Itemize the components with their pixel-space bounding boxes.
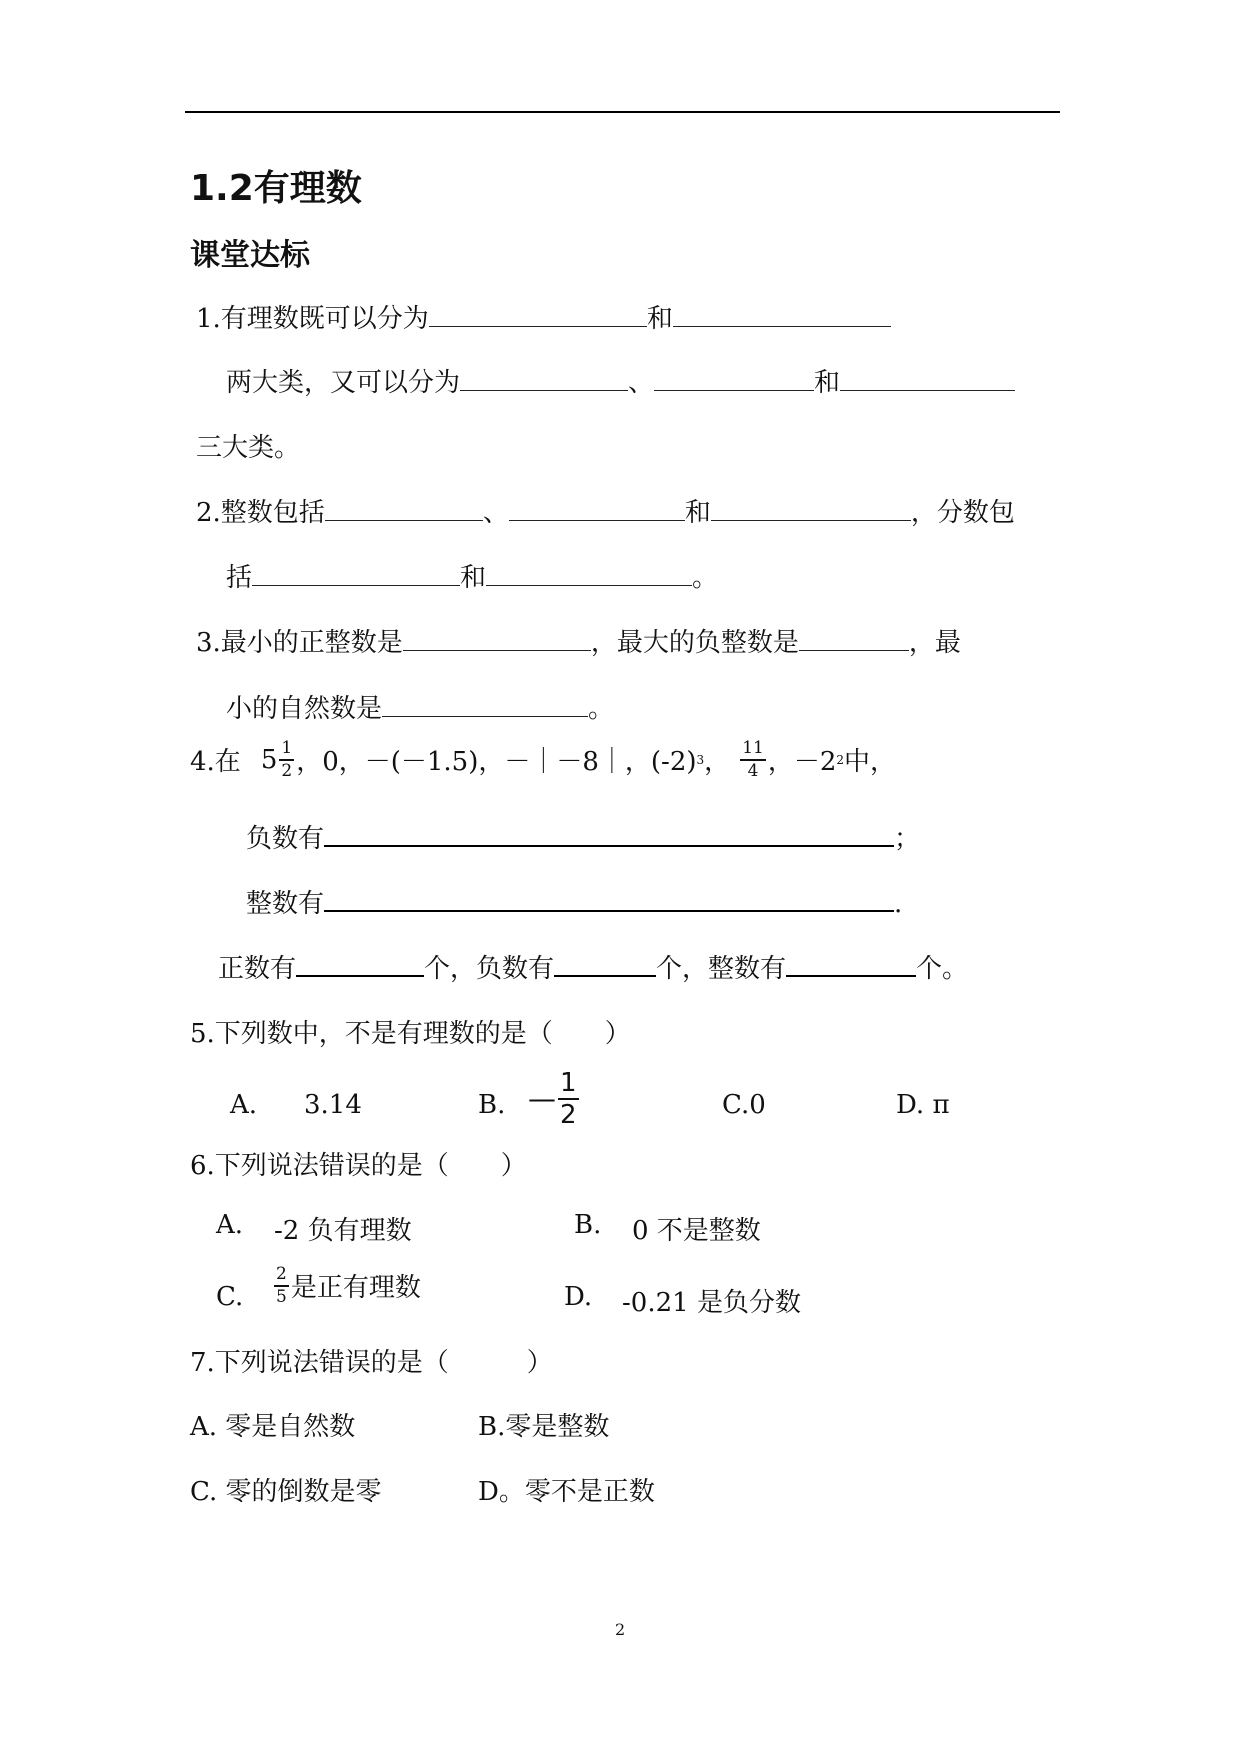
q6-option-c-body: [272, 1266, 421, 1306]
q2-end: 。: [692, 563, 719, 593]
q4-count-line: [218, 948, 968, 985]
q2-and: 和: [684, 498, 711, 528]
q2-text: 2.整数包括: [196, 498, 325, 528]
q4-fraction: [740, 740, 766, 780]
q3-line1: [196, 622, 961, 659]
q4-count-unit2: 个，整数有: [656, 954, 787, 984]
header-rule: [185, 111, 1060, 113]
q1-and: 和: [646, 304, 673, 334]
q5-b-sign: —: [528, 1082, 556, 1116]
q2-blank-3[interactable]: [711, 496, 911, 521]
q6-option-a-text: -2 负有理数: [274, 1216, 412, 1246]
q4-neg-label: 负数有: [246, 824, 325, 854]
q6-option-a-label[interactable]: A.: [216, 1210, 244, 1240]
q4-neg-end: ；: [894, 824, 921, 854]
q4-int-blank[interactable]: [324, 886, 894, 912]
q3-mid: ，最大的负整数是: [590, 628, 799, 658]
q6-c-num: 2: [276, 1264, 287, 1284]
q1-text: 1.有理数既可以分为: [196, 304, 429, 334]
q1-line3: 三大类。: [196, 433, 301, 463]
q2-line2: [226, 557, 718, 594]
q5-b-fraction: [558, 1070, 579, 1128]
q4-int-label: 整数有: [246, 889, 325, 919]
q5-b-den: 2: [560, 1099, 577, 1130]
q3-text: 3.最小的正整数是: [196, 628, 403, 658]
q4-count-end: 个。: [916, 954, 969, 984]
q1-blank-3[interactable]: [460, 366, 628, 391]
q1-text-2: 两大类，又可以分为: [226, 368, 461, 398]
q4-count-unit1: 个，负数有: [424, 954, 555, 984]
q4-suffix: 中，: [844, 747, 897, 778]
q6-c-text: 是正有理数: [290, 1273, 421, 1304]
q1-blank-5[interactable]: [840, 366, 1015, 391]
q4-line1: [190, 740, 896, 780]
q4-cube: 3: [696, 752, 705, 767]
q1-and-2: 和: [814, 368, 841, 398]
q6-c-fraction: [274, 1266, 289, 1306]
q2-and-2: 和: [460, 563, 487, 593]
q4-prefix: 4.在: [190, 747, 241, 778]
q4-neg-blank[interactable]: [324, 821, 894, 847]
q4-count-blank-1[interactable]: [296, 951, 424, 977]
q1-sep: 、: [628, 368, 655, 398]
q4-int-end: .: [894, 889, 903, 919]
q4-seq2: ，－2: [767, 747, 837, 778]
q5-option-d[interactable]: D. π: [896, 1090, 950, 1120]
q1-blank-2[interactable]: [673, 302, 891, 327]
q5-option-c[interactable]: C.0: [722, 1090, 766, 1120]
q6-c-den: 5: [276, 1286, 287, 1307]
q3-end: 。: [588, 694, 615, 724]
q7-option-b[interactable]: B.零是整数: [478, 1412, 610, 1442]
q4-count-blank-3[interactable]: [786, 951, 916, 977]
q5-option-b-label[interactable]: B.: [478, 1090, 506, 1120]
q4-comma: ，: [704, 747, 731, 778]
page-number: 2: [615, 1620, 626, 1639]
q4-count-blank-2[interactable]: [554, 951, 656, 977]
q4-count-pos: 正数有: [218, 954, 297, 984]
q2-line1: [196, 492, 1015, 529]
q4-seq1: ，0，－(－1.5)，－｜－8｜，(-2): [296, 747, 697, 778]
q2-text-2: 括: [226, 563, 253, 593]
q6-option-b-label[interactable]: B.: [574, 1210, 602, 1240]
q6-option-d-label[interactable]: D.: [564, 1282, 593, 1312]
q7-option-d[interactable]: D。零不是正数: [478, 1477, 655, 1507]
q1-line1: [196, 298, 891, 335]
q5-option-a-label[interactable]: A.: [230, 1090, 258, 1120]
q2-blank-2[interactable]: [509, 496, 685, 521]
q5-option-b-value: [528, 1070, 581, 1128]
q3-tail: ，最: [908, 628, 961, 658]
q4-mixed-num: 1: [281, 738, 293, 758]
q3-blank-1[interactable]: [403, 626, 591, 651]
q2-blank-1[interactable]: [325, 496, 483, 521]
q1-blank-4[interactable]: [654, 366, 814, 391]
q4-mixed-fraction: [279, 740, 294, 780]
q6-option-d-text: -0.21 是负分数: [622, 1288, 801, 1318]
q3-blank-2[interactable]: [799, 626, 909, 651]
q2-blank-5[interactable]: [486, 561, 692, 586]
q5-stem: 5.下列数中，不是有理数的是（ ）: [190, 1019, 631, 1049]
q6-stem: 6.下列说法错误的是（ ）: [190, 1151, 527, 1181]
q5-b-num: 1: [560, 1068, 577, 1098]
q4-integers-line: [246, 883, 902, 920]
q6-option-c-label[interactable]: C.: [216, 1282, 244, 1312]
q4-frac-num: 11: [742, 738, 764, 758]
section-subtitle: 课堂达标: [190, 238, 310, 273]
q3-text-2: 小的自然数是: [226, 694, 383, 724]
q3-line2: [226, 688, 614, 725]
q7-option-c[interactable]: C. 零的倒数是零: [190, 1477, 382, 1507]
q5-option-a-value: 3.14: [304, 1090, 362, 1120]
q1-line2: [226, 362, 1015, 399]
q2-blank-4[interactable]: [252, 561, 460, 586]
q4-mixed-whole: 5: [260, 744, 278, 775]
q4-frac-den: 4: [747, 760, 759, 781]
q3-blank-3[interactable]: [382, 692, 588, 717]
q4-square: 2: [836, 752, 845, 767]
q4-mixed-den: 2: [281, 760, 293, 781]
q4-negatives-line: [246, 818, 920, 855]
q7-stem: 7.下列说法错误的是（ ）: [190, 1348, 553, 1378]
q1-blank-1[interactable]: [429, 302, 647, 327]
q2-sep: 、: [482, 498, 509, 528]
q2-tail: ，分数包: [910, 498, 1015, 528]
section-title: 1.2有理数: [190, 168, 362, 209]
q7-option-a[interactable]: A. 零是自然数: [190, 1412, 356, 1442]
q6-option-b-text: 0 不是整数: [632, 1216, 761, 1246]
